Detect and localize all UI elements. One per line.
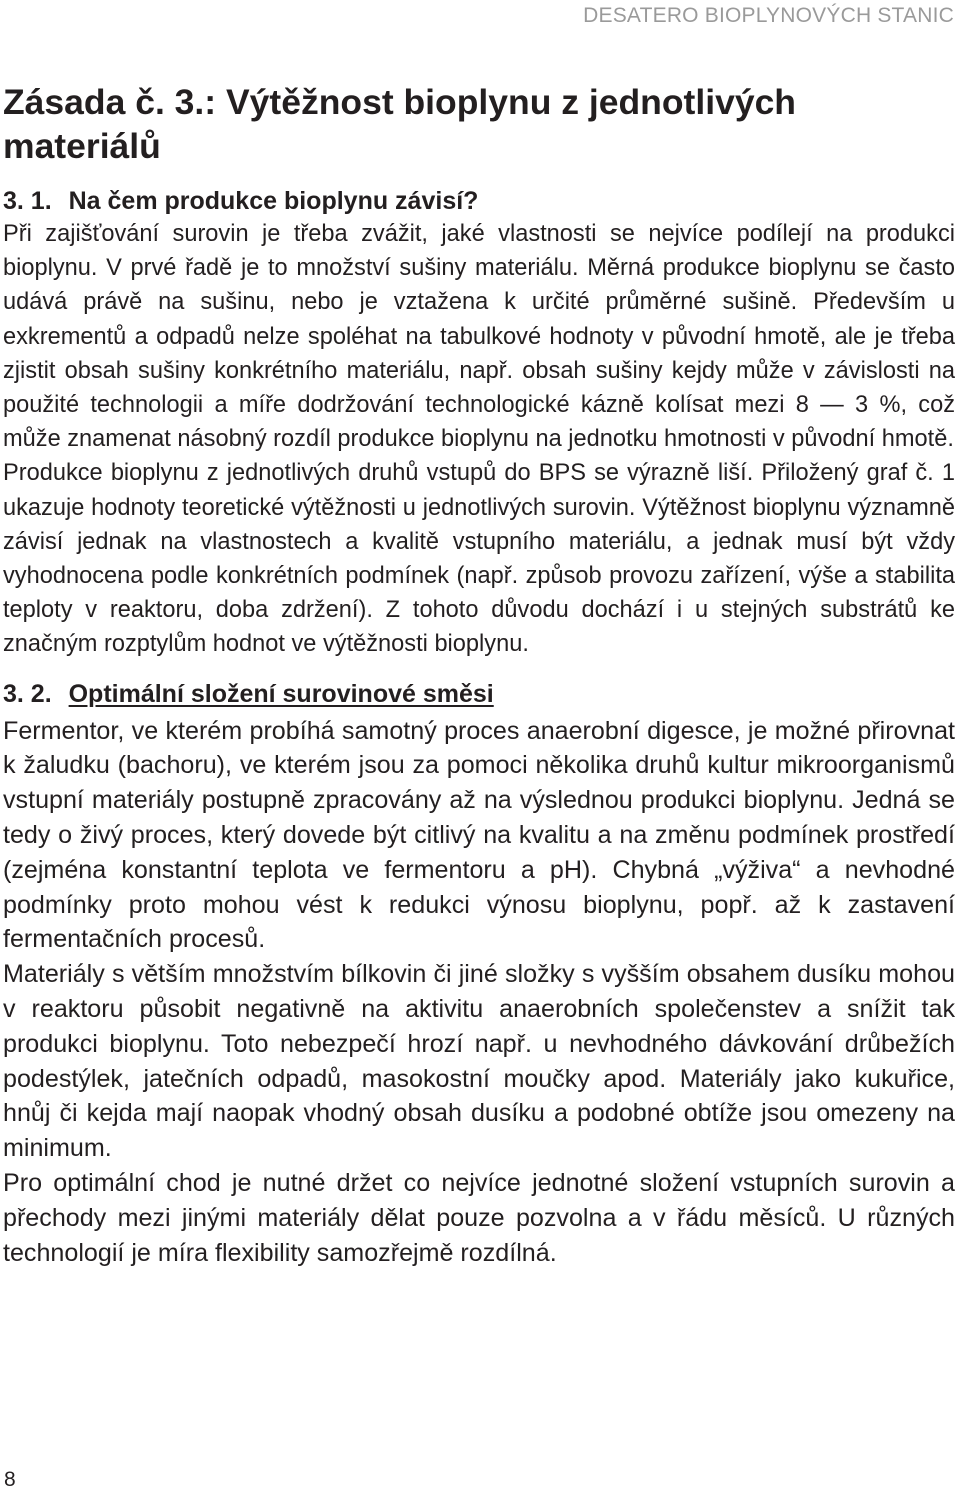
section-number: 3. 2. <box>3 679 52 708</box>
section-heading-3-2 <box>3 678 955 710</box>
page-number: 8 <box>4 1468 16 1491</box>
section-title: Optimální složení surovinové směsi <box>68 679 494 708</box>
chapter-title: Zásada č. 3.: Výtěžnost bioplynu z jednotlivých materiálů <box>3 82 796 166</box>
paragraph: Fermentor, ve kterém probíhá samotný proces anaerobní digesce, je možné přirovnat k žaludku (bachoru), ve kterém jsou za pomoci několika druhů kultur mikroorganismů vstupní materiály postupně zpracovány až na výslednou produkci bioplynu. Jedná se tedy o živý proces, který dovede být citlivý na kvalitu a na změnu podmínek prostředí (zejména konstantní teplota ve fermentoru a pH). Chybná „výživa“ a nevhodné podmínky proto mohou vést k redukci výnosu bioplynu, popř. až k zastavení fermentačních procesů. <box>3 716 955 954</box>
running-header: DESATERO BIOPLYNOVÝCH STANIC <box>583 4 954 27</box>
section-heading-3-1 <box>3 185 955 217</box>
section-number: 3. 1. <box>3 187 52 215</box>
section-body-3-2 <box>3 714 955 1271</box>
paragraph: Produkce bioplynu z jednotlivých druhů vstupů do BPS se výrazně liší. Přiložený graf č. 1 ukazuje hodnoty teoretické výtěžnosti u jednotlivých surovin. Výtěžnost bioplynu významně závisí jednak na vlastnostech a kvalitě vstupního materiálu, a jednak musí být vždy vyhodnocena podle konkrétních podmínek (např. způsob provozu zařízení, výše a stabilita teploty v reaktoru, doba zdržení). Z tohoto důvodu dochází i u stejných substrátů ke značným rozptylům hodnot ve výtěžnosti bioplynu. <box>3 460 955 658</box>
paragraph: Materiály s větším množstvím bílkovin či jiné složky s vyšším obsahem dusíku mohou v reaktoru působit negativně na aktivitu anaerobních společenstev a snížit tak produkci bioplynu. Toto nebezpečí hrozí např. u nevhodného dávkování drůbežích podestýlek, jatečních odpadů, masokostní moučky apod. Materiály jako kukuřice, hnůj či kejda mají naopak vhodný obsah dusíku a podobné obtíže jsou omezeny na minimum. <box>3 960 955 1163</box>
page-content <box>3 80 955 1270</box>
paragraph: Pro optimální chod je nutné držet co nejvíce jednotné složení vstupních surovin a přechody mezi jinými materiály dělat pouze pozvolna a v řádu měsíců. U různých technologií je míra flexibility samozřejmě rozdílná. <box>3 1169 955 1267</box>
section-title: Na čem produkce bioplynu závisí? <box>68 187 479 215</box>
paragraph: Při zajišťování surovin je třeba zvážit, jaké vlastnosti se nejvíce podílejí na produkci bioplynu. V prvé řadě je to množství sušiny materiálu. Měrná produkce bioplynu se často udává právě na sušinu, nebo je vztažena k určité průměrné sušině. Především u exkrementů a odpadů nelze spoléhat na tabulkové hodnoty v původní hmotě, ale je třeba zjistit obsah sušiny konkrétního materiálu, např. obsah sušiny kejdy může v závislosti na použité technologii a míře dodržování technologické kázně kolísat mezi 8 — 3 %, což může znamenat násobný rozdíl produkce bioplynu na jednotku hmotnosti v původní hmotě. <box>3 221 955 453</box>
section-body-3-1 <box>3 217 955 662</box>
